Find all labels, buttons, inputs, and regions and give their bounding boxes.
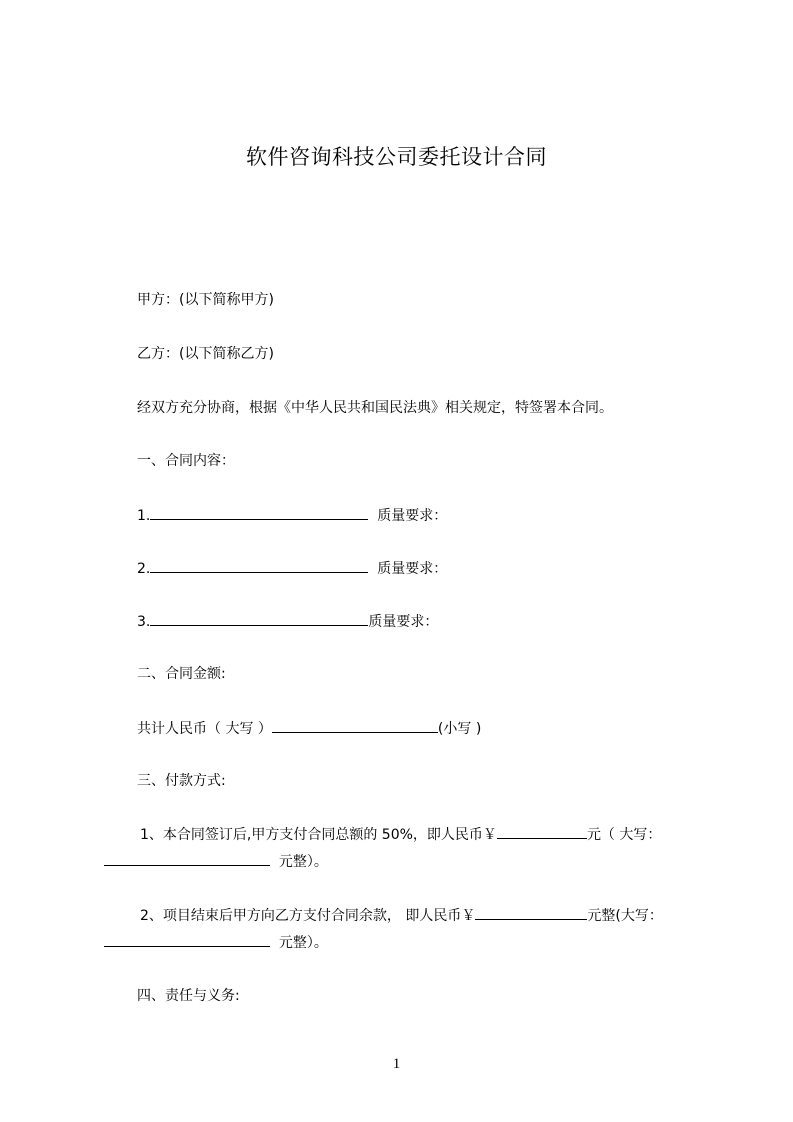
payment-2-end: 元整）。: [278, 935, 328, 951]
item-number: 3.: [137, 614, 151, 630]
payment-1-text: 1、本合同签订后,甲方支付合同总额的 50%，即人民币￥: [140, 827, 497, 843]
party-b-line: 乙方：(以下简称乙方): [137, 346, 274, 362]
section4-heading: 四、责任与义务:: [137, 988, 240, 1004]
party-a-line: 甲方：(以下简称甲方): [137, 292, 274, 308]
section3-heading: 三、付款方式:: [137, 773, 226, 789]
payment-clause-1: [140, 825, 661, 844]
preamble-paragraph: 经双方充分协商，根据《中华人民共和国民法典》相关规定，特签署本合同。: [137, 400, 613, 416]
amount-blank-line: [272, 719, 438, 733]
payment-clause-1-cont: [104, 852, 328, 871]
page-number: 1: [392, 1056, 401, 1072]
item-blank-line: [150, 559, 368, 573]
payment-clause-2: [140, 906, 663, 925]
document-title: 软件咨询科技公司委托设计合同: [246, 145, 547, 169]
payment-1-words-blank: [104, 852, 270, 866]
total-prefix: 共计人民币（ 大写 ）: [137, 721, 272, 737]
payment-clause-2-cont: [104, 933, 328, 952]
payment-2-words-blank: [104, 933, 270, 947]
item-number: 1.: [137, 508, 151, 524]
item-blank-line: [150, 506, 368, 520]
payment-2-mid: 元整(大写：: [587, 908, 663, 924]
section1-heading: 一、合同内容：: [137, 453, 235, 469]
item-quality-label: 质量要求：: [377, 561, 448, 577]
payment-2-amount-blank: [475, 906, 587, 920]
total-amount-line: [137, 719, 481, 738]
item-quality-label: 质量要求：: [368, 614, 439, 630]
item-number: 2.: [137, 561, 151, 577]
content-item-2: [137, 559, 447, 578]
total-suffix: (小写 ): [437, 721, 482, 737]
payment-2-text: 2、项目结束后甲方向乙方支付合同余款， 即人民币￥: [140, 908, 476, 924]
section2-heading: 二、合同金额:: [137, 666, 226, 682]
payment-1-mid: 元（ 大写：: [586, 827, 662, 843]
content-item-3: [137, 612, 438, 631]
item-blank-line: [150, 612, 368, 626]
payment-1-amount-blank: [497, 825, 587, 839]
content-item-1: [137, 506, 447, 525]
item-quality-label: 质量要求：: [377, 508, 448, 524]
payment-1-end: 元整）。: [278, 854, 328, 870]
